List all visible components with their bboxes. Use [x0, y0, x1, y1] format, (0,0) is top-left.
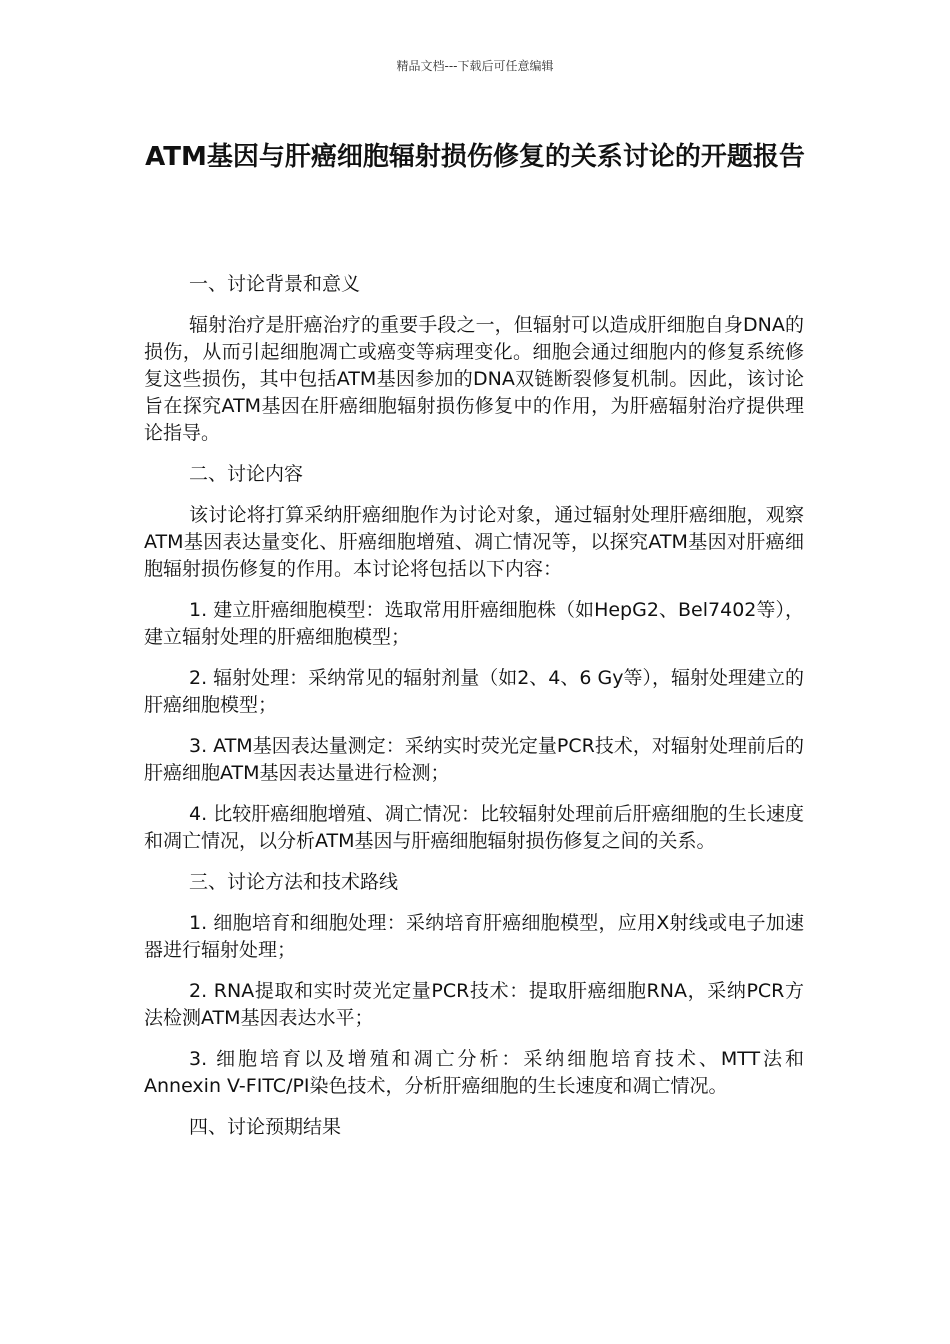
- page-header-note: 精品文档---下载后可任意编辑: [396, 59, 554, 73]
- section-heading-content: 二、讨论内容: [189, 463, 304, 485]
- section-heading-methods: 三、讨论方法和技术路线: [189, 871, 399, 893]
- list-item-methods-1: 1. 细胞培育和细胞处理：采纳培育肝癌细胞模型，应用X射线或电子加速器进行辐射处理；: [144, 912, 804, 961]
- section-heading-expected-results: 四、讨论预期结果: [189, 1116, 342, 1138]
- list-item-content-2: 2. 辐射处理：采纳常见的辐射剂量（如2、4、6 Gy等），辐射处理建立的肝癌细胞模型；: [144, 667, 804, 716]
- paragraph-background: 辐射治疗是肝癌治疗的重要手段之一，但辐射可以造成肝细胞自身DNA的损伤，从而引起细胞凋亡或癌变等病理变化。细胞会通过细胞内的修复系统修复这些损伤，其中包括ATM基因参加的DNA双链断裂修复机制。因此，该讨论旨在探究ATM基因在肝癌细胞辐射损伤修复中的作用，为肝癌辐射治疗提供理论指导。: [144, 314, 804, 444]
- document-title: ATM基因与肝癌细胞辐射损伤修复的关系讨论的开题报告: [145, 142, 805, 172]
- paragraph-content-intro: 该讨论将打算采纳肝癌细胞作为讨论对象，通过辐射处理肝癌细胞，观察ATM基因表达量变化、肝癌细胞增殖、凋亡情况等，以探究ATM基因对肝癌细胞辐射损伤修复的作用。本讨论将包括以下内容：: [144, 504, 804, 580]
- list-item-content-3: 3. ATM基因表达量测定：采纳实时荧光定量PCR技术，对辐射处理前后的肝癌细胞ATM基因表达量进行检测；: [144, 735, 804, 784]
- list-item-methods-3: 3. 细胞培育以及增殖和凋亡分析：采纳细胞培育技术、MTT法和Annexin V-FITC/PI染色技术，分析肝癌细胞的生长速度和凋亡情况。: [144, 1048, 804, 1097]
- list-item-methods-2: 2. RNA提取和实时荧光定量PCR技术：提取肝癌细胞RNA，采纳PCR方法检测ATM基因表达水平；: [144, 980, 804, 1029]
- document-body: [144, 271, 804, 1155]
- section-heading-background: 一、讨论背景和意义: [189, 273, 361, 295]
- list-item-content-4: 4. 比较肝癌细胞增殖、凋亡情况：比较辐射处理前后肝癌细胞的生长速度和凋亡情况，以分析ATM基因与肝癌细胞辐射损伤修复之间的关系。: [144, 803, 804, 852]
- list-item-content-1: 1. 建立肝癌细胞模型：选取常用肝癌细胞株（如HepG2、Bel7402等），建立辐射处理的肝癌细胞模型；: [144, 599, 804, 648]
